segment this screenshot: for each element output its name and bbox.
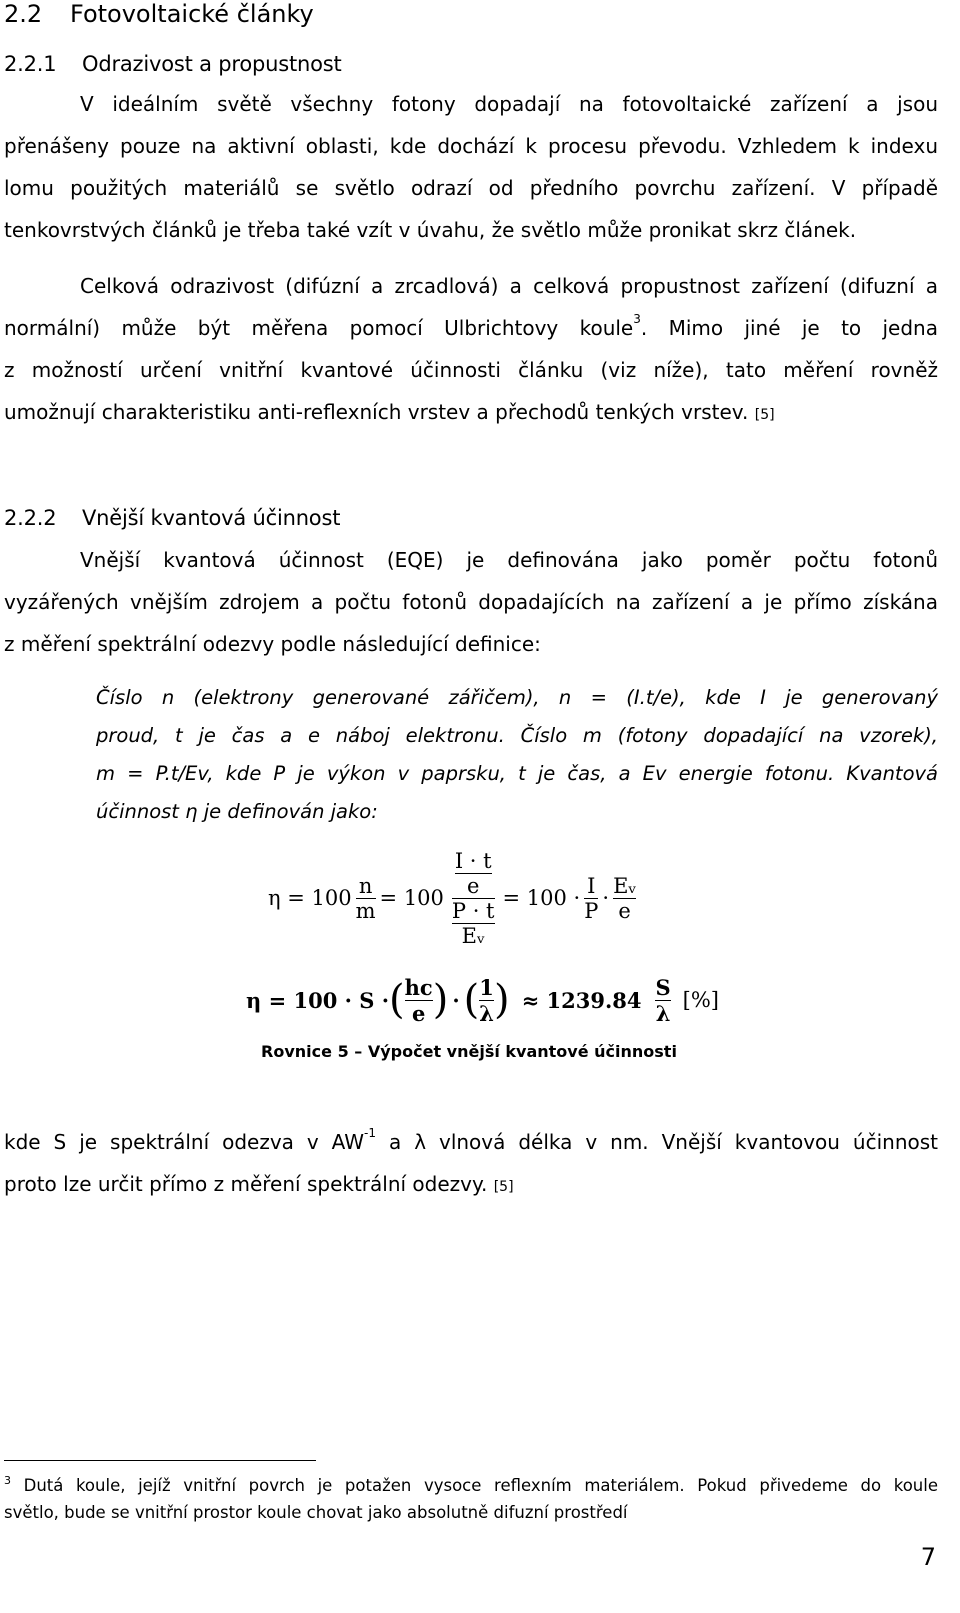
definition-line: proud, t je čas a e náboj elektronu. Číslo m (fotony dopadající na vzorek), xyxy=(96,724,938,747)
section-number: 2.2 xyxy=(4,0,43,28)
equation-term: · xyxy=(602,886,610,910)
denominator: Eᵥ xyxy=(461,923,485,948)
paren-left: ( xyxy=(389,977,405,1023)
denominator: P xyxy=(584,898,599,923)
numerator: I xyxy=(587,873,596,898)
denominator: λ xyxy=(479,1000,494,1026)
denominator: e xyxy=(412,1000,426,1026)
numerator: n xyxy=(358,873,373,898)
numerator: 1 xyxy=(479,974,494,1000)
fraction xyxy=(455,849,492,898)
fraction xyxy=(613,874,636,923)
numerator: S xyxy=(655,974,671,1000)
subsection-heading-reflectance xyxy=(4,52,342,76)
subsection-title: Vnější kvantová účinnost xyxy=(82,506,341,530)
footnote-line: světlo, bude se vnitřní prostor koule chovat jako absolutně difuzní prostředí xyxy=(4,1503,628,1522)
numerator: I · t xyxy=(454,848,492,873)
equation-eqe-spectral xyxy=(246,968,719,1032)
paren-right: ) xyxy=(432,977,449,1023)
subsection-number: 2.2.2 xyxy=(4,506,57,530)
paragraph-line: tenkovrstvých článků je třeba také vzít v úvahu, že světlo může pronikat skrz článek. xyxy=(4,218,857,242)
citation-ref[interactable]: [5] xyxy=(493,1179,514,1195)
fraction xyxy=(356,874,376,923)
fraction xyxy=(655,975,670,1026)
equation-term: ≈ 1239.84 xyxy=(521,987,642,1013)
denominator: e xyxy=(466,873,480,898)
text: . Mimo jiné je to jedna xyxy=(640,316,938,340)
text: kde S je spektrální odezva v AW xyxy=(4,1130,365,1154)
equation-unit: [%] xyxy=(682,988,719,1012)
text: normální) může být měřena pomocí Ulbrichtovy koule xyxy=(4,316,634,340)
section-heading xyxy=(4,0,314,28)
equation-term: η = 100 · S · xyxy=(246,987,390,1013)
citation-ref[interactable]: [5] xyxy=(754,407,775,423)
text: a λ vlnová délka v nm. Vnější kvantovou účinnost xyxy=(376,1130,938,1154)
text: umožnují charakteristiku anti-reflexních vrstev a přechodů tenkých vrstev. xyxy=(4,400,749,424)
equation-term: · xyxy=(452,987,460,1013)
paragraph-line: Celková odrazivost (difúzní a zrcadlová) a celková propustnost zařízení (difuzní a xyxy=(80,274,938,298)
paragraph-line: z měření spektrální odezvy podle následující definice: xyxy=(4,632,541,656)
paragraph-line xyxy=(4,312,938,340)
text: Dutá koule, jejíž vnitřní povrch je potažen vysoce reflexním materiálem. Pokud přivedeme do koule xyxy=(11,1476,938,1495)
equation-term: = 100 · xyxy=(502,886,581,910)
paragraph-line: vyzářených vnějším zdrojem a počtu fotonů dopadajících na zařízení a je přímo získána xyxy=(4,590,938,614)
numerator: Eᵥ xyxy=(613,873,637,898)
fraction xyxy=(479,975,494,1026)
paragraph-line xyxy=(4,1172,938,1196)
fraction xyxy=(405,975,433,1026)
footnote-separator xyxy=(4,1460,316,1461)
definition-line: Číslo n (elektrony generované zářičem), n = (I.t/e), kde I je generovaný xyxy=(96,686,938,709)
paren-left: ( xyxy=(463,977,480,1023)
paragraph-line: lomu použitých materiálů se světlo odrazí od předního povrchu zařízení. V případě xyxy=(4,176,938,200)
equation-caption: Rovnice 5 – Výpočet vnější kvantové účinnosti xyxy=(261,1042,677,1061)
subsection-title: Odrazivost a propustnost xyxy=(82,52,342,76)
compound-fraction xyxy=(452,849,495,948)
equation-eqe-definition xyxy=(268,842,640,954)
definition-line: m = P.t/Ev, kde P je výkon v paprsku, t je čas, a Ev energie fotonu. Kvantová xyxy=(96,762,938,785)
paragraph-line xyxy=(4,1126,938,1154)
section-title: Fotovoltaické články xyxy=(70,0,314,28)
denominator: m xyxy=(355,898,376,923)
page-number: 7 xyxy=(920,1543,936,1571)
definition-line: účinnost η je definován jako: xyxy=(96,800,378,823)
numerator: hc xyxy=(404,974,433,1000)
paragraph-line: Vnější kvantová účinnost (EQE) je definována jako poměr počtu fotonů xyxy=(80,548,938,572)
footnote-marker[interactable]: 3 xyxy=(633,312,641,326)
superscript: -1 xyxy=(364,1126,377,1140)
paragraph-line: z možností určení vnitřní kvantové účinnosti článku (viz níže), tato měření rovněž xyxy=(4,358,938,382)
paragraph-line: přenášeny pouze na aktivní oblasti, kde dochází k procesu převodu. Vzhledem k indexu xyxy=(4,134,938,158)
fraction xyxy=(452,899,495,948)
equation-term: = 100 xyxy=(379,886,444,910)
denominator: λ xyxy=(655,1000,671,1026)
subsection-heading-eqe xyxy=(4,506,340,530)
fraction xyxy=(584,874,598,923)
numerator: P · t xyxy=(451,898,495,923)
denominator: e xyxy=(618,898,631,923)
paren-right: ) xyxy=(493,977,510,1023)
equation-term: η = 100 xyxy=(268,886,352,910)
paragraph-line xyxy=(4,400,938,424)
text: proto lze určit přímo z měření spektrální odezvy. xyxy=(4,1172,488,1196)
subsection-number: 2.2.1 xyxy=(4,52,57,76)
paragraph-line: V ideálním světě všechny fotony dopadají na fotovoltaické zařízení a jsou xyxy=(80,92,938,116)
footnote-number: 3 xyxy=(4,1474,11,1487)
footnote-line xyxy=(4,1476,938,1495)
